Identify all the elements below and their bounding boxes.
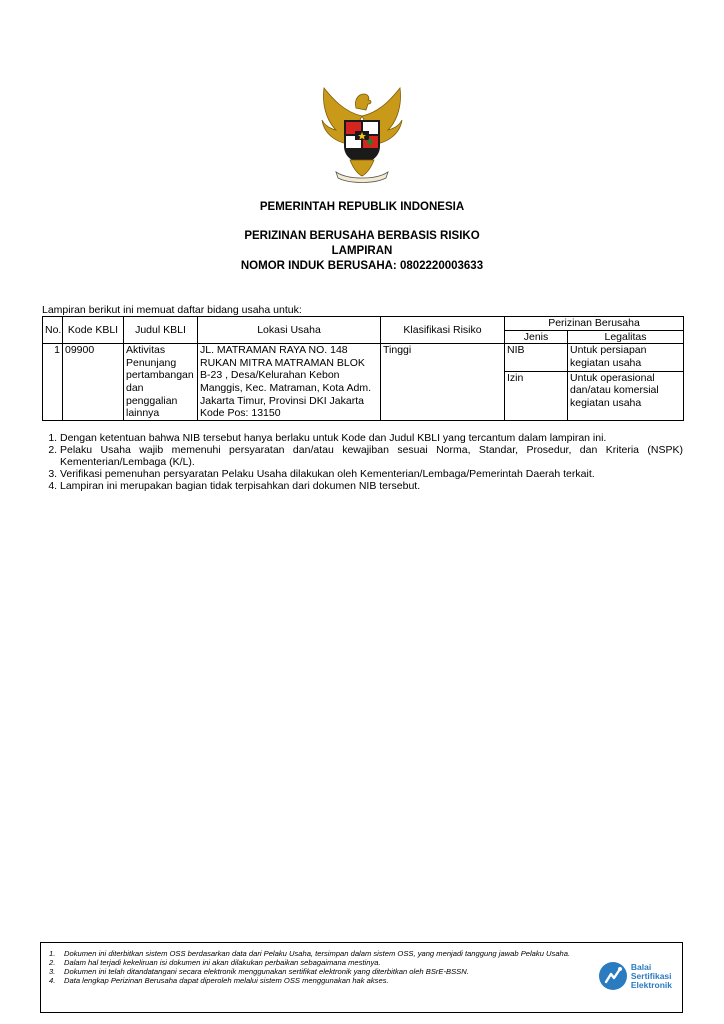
bsre-logo-text: Balai Sertifikasi Elektronik [630, 961, 672, 990]
cell-kode-kbli: 09900 [63, 344, 124, 421]
header-lokasi: Lokasi Usaha [198, 317, 381, 344]
note-item: 4. Lampiran ini merupakan bagian tidak terpisahkan dari dokumen NIB tersebut. [60, 480, 683, 492]
notes-list [42, 432, 683, 492]
header-kode-kbli: Kode KBLI [63, 317, 124, 344]
header-no: No. [43, 317, 63, 344]
note-item: 1. Dengan ketentuan bahwa NIB tersebut hanya berlaku untuk Kode dan Judul KBLI yang tercantum dalam lampiran ini. [60, 432, 683, 444]
kbli-table [42, 316, 684, 421]
footer-note: 3. Dokumen ini telah ditandatangani secara elektronik menggunakan sertifikat elektronik yang diterbitkan oleh BSrE-BSSN. [49, 967, 469, 976]
nib-number: NOMOR INDUK BERUSAHA: 0802220003633 [240, 260, 484, 272]
document-title [0, 229, 724, 274]
footer-notes [41, 943, 601, 985]
note-item: 2. Pelaku Usaha wajib memenuhi persyaratan dan/atau kewajiban sesuai Norma, Standar, Prosedur, dan Kriteria (NSPK) Kementerian/Lembaga (K/L). [60, 444, 683, 468]
header-perizinan: Perizinan Berusaha [505, 317, 684, 331]
cell-legalitas: Untuk operasional dan/atau komersial kegiatan usaha [568, 371, 684, 420]
title-line-1: PERIZINAN BERUSAHA BERBASIS RISIKO [244, 230, 480, 242]
intro-text: Lampiran berikut ini memuat daftar bidang usaha untuk: [42, 304, 302, 316]
government-title: PEMERINTAH REPUBLIK INDONESIA [259, 201, 465, 213]
cell-judul-kbli: Aktivitas Penunjang pertambangan dan penggalian lainnya [124, 344, 198, 421]
footer-note: 2. Dalam hal terjadi kekeliruan isi dokumen ini akan dilakukan perbaikan sebagaimana mestinya. [49, 958, 381, 967]
cell-klasifikasi: Tinggi [381, 344, 505, 421]
title-line-2: LAMPIRAN [331, 245, 393, 257]
cell-legalitas: Untuk persiapan kegiatan usaha [568, 344, 684, 372]
cell-lokasi: JL. MATRAMAN RAYA NO. 148 RUKAN MITRA MATRAMAN BLOK B-23 , Desa/Kelurahan Kebon Manggis, Kec. Matraman, Kota Adm. Jakarta Timur, Provinsi DKI Jakarta Kode Pos: 13150 [198, 344, 381, 421]
footer-box [40, 942, 683, 1013]
table-header-row [43, 317, 684, 331]
cell-jenis: NIB [505, 344, 568, 372]
footer-note: 4. Data lengkap Perizinan Berusaha dapat diperoleh melalui sistem OSS menggunakan hak akses. [49, 976, 389, 985]
table-row [43, 344, 684, 372]
garuda-emblem-icon [314, 86, 410, 186]
bsre-logo [598, 961, 672, 991]
bsre-logo-icon [598, 961, 628, 991]
header-klasifikasi: Klasifikasi Risiko [381, 317, 505, 344]
cell-jenis: Izin [505, 371, 568, 420]
footer-note: 1. Dokumen ini diterbitkan sistem OSS berdasarkan data dari Pelaku Usaha, tersimpan dalam sistem OSS, yang menjadi tanggung jawab Pelaku Usaha. [49, 949, 571, 958]
header-jenis: Jenis [505, 330, 568, 344]
header-legalitas: Legalitas [568, 330, 684, 344]
note-item: 3. Verifikasi pemenuhan persyaratan Pelaku Usaha dilakukan oleh Kementerian/Lembaga/Pemerintah Daerah terkait. [60, 468, 683, 480]
header-judul-kbli: Judul KBLI [124, 317, 198, 344]
cell-no: 1 [43, 344, 63, 421]
